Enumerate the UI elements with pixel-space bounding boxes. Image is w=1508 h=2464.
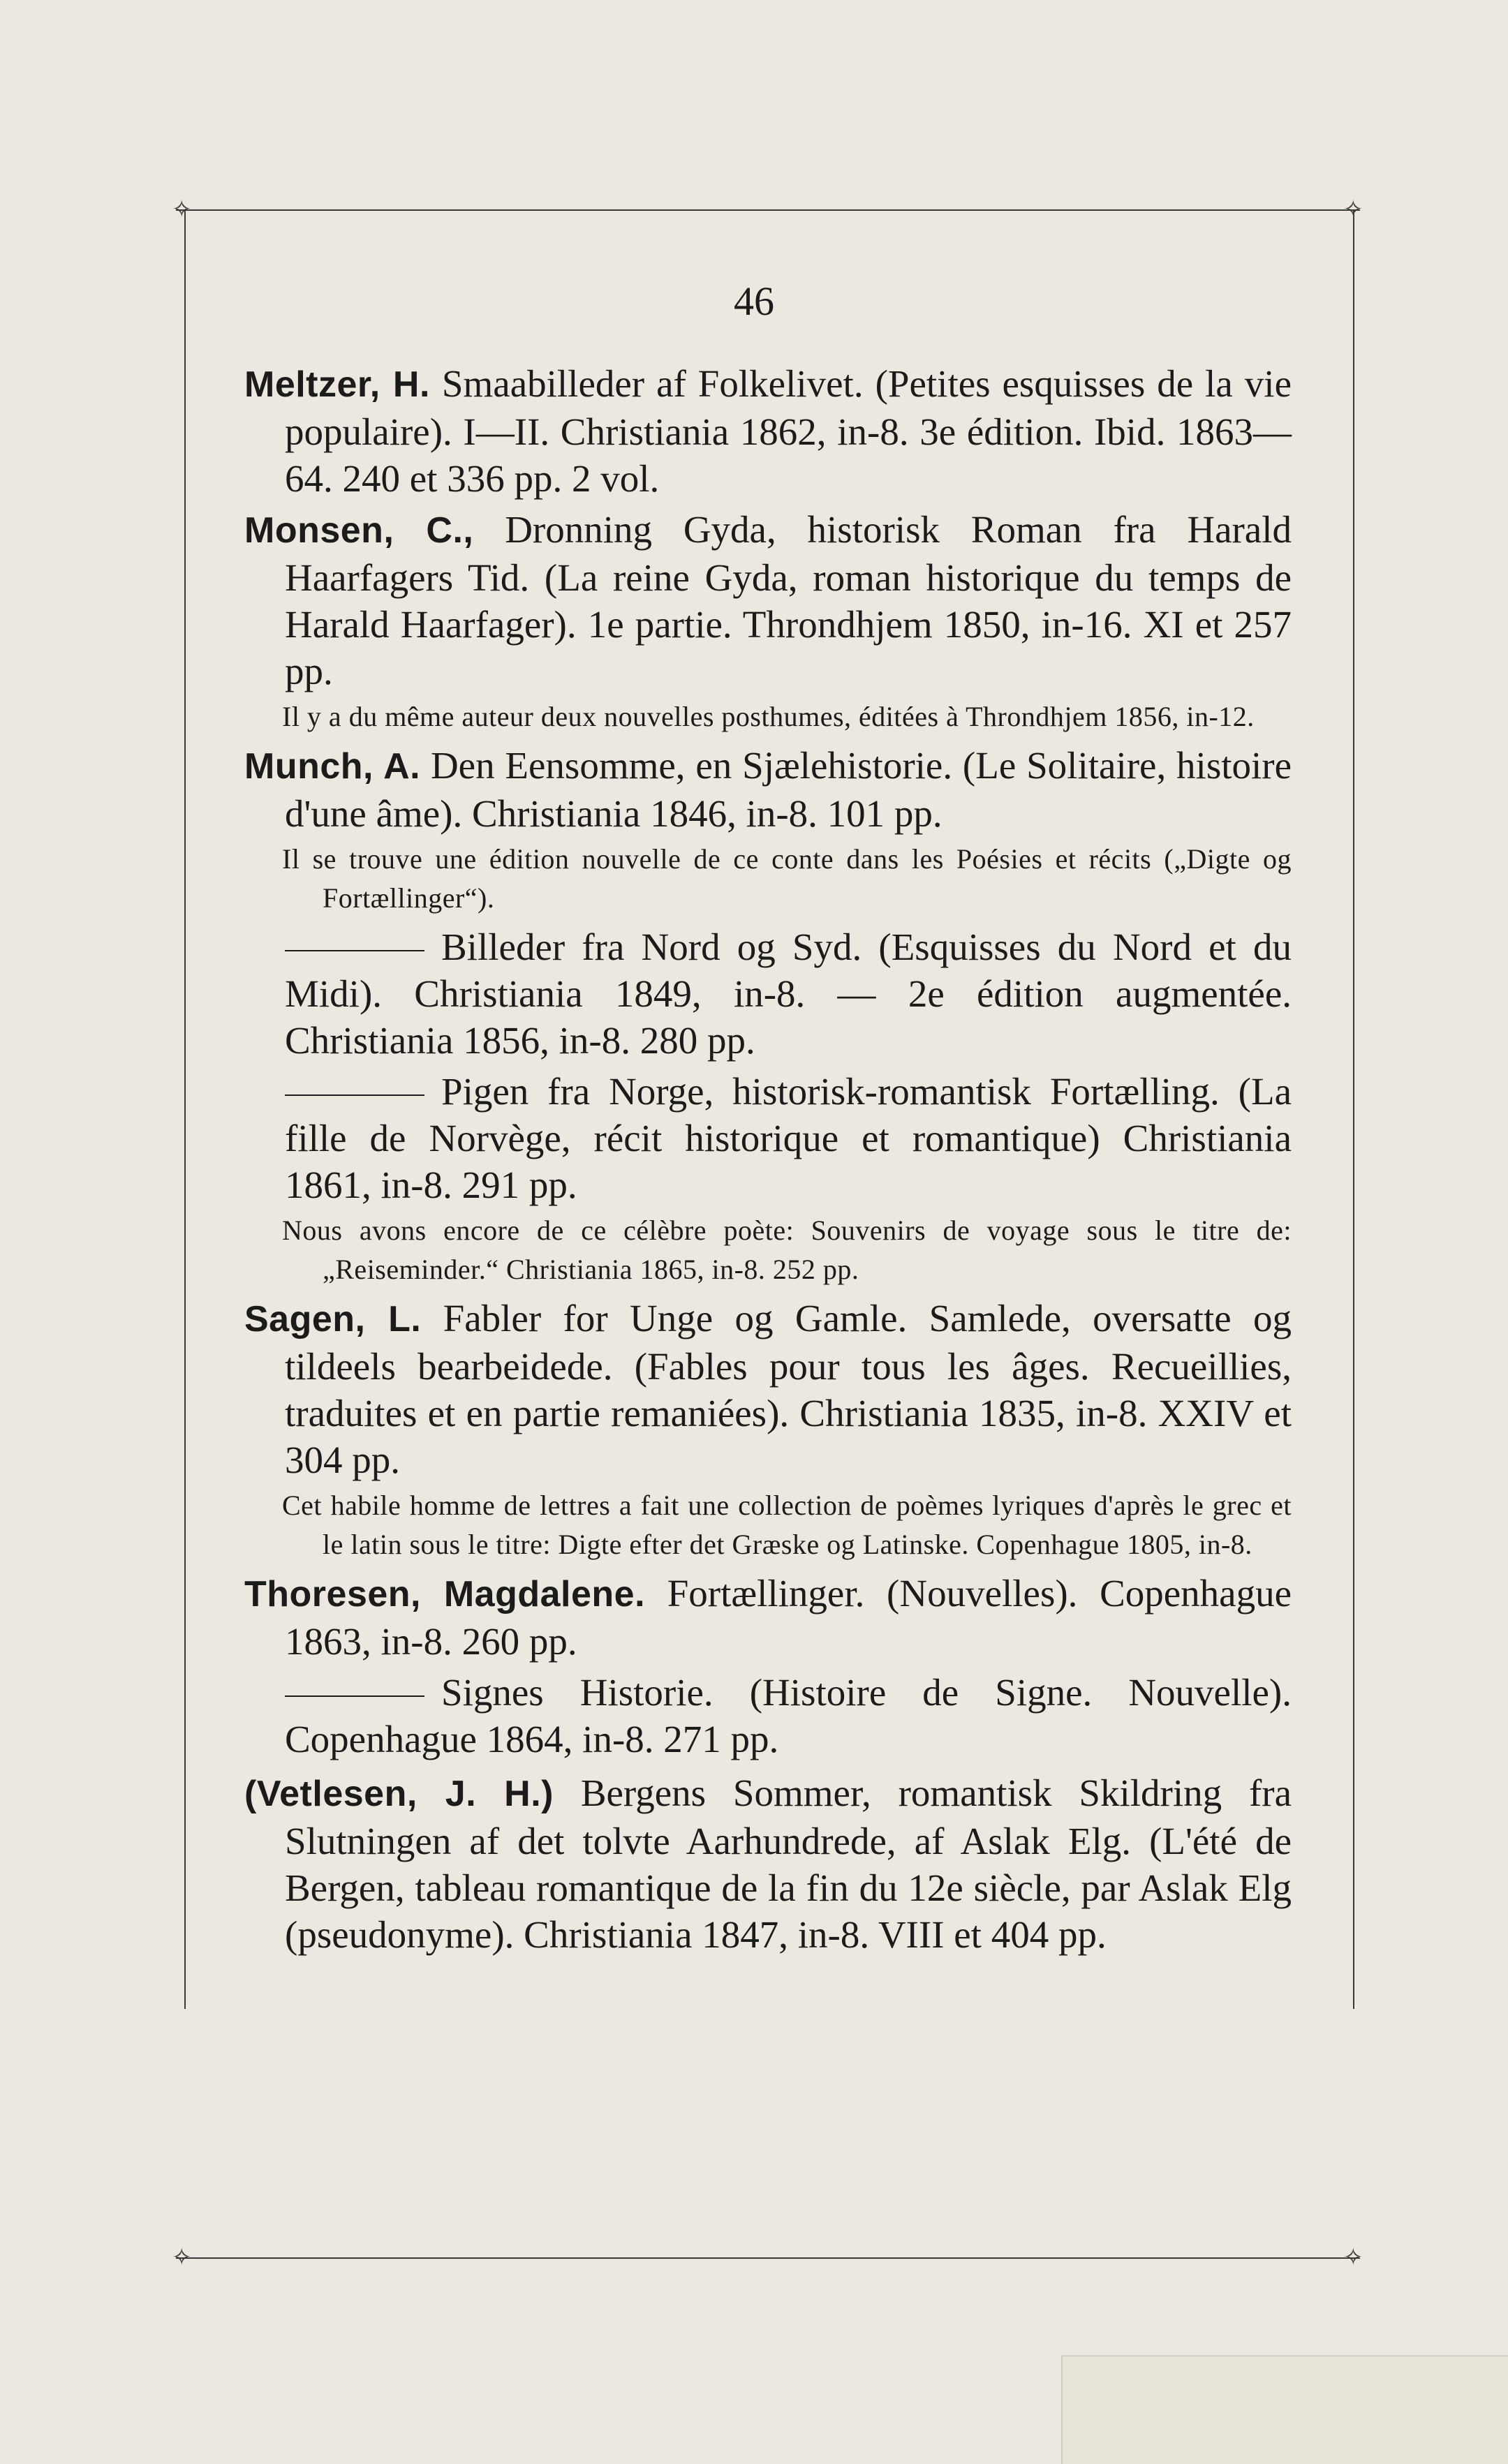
top-rule <box>176 209 1360 211</box>
entry-description: Signes Historie. (Histoire de Signe. Nouvelle). Copenhague 1864, in-8. 271 pp. <box>285 1671 1292 1760</box>
entry-thoresen <box>244 1570 1292 1762</box>
author-name: Thoresen, Magdalene. <box>244 1574 646 1615</box>
corner-ornament-top-right: ✧ <box>1343 197 1363 223</box>
entry-text <box>244 360 1292 502</box>
corner-ornament-bottom-left: ✧ <box>172 2245 192 2271</box>
entry-text <box>244 1295 1292 1483</box>
author-name: Sagen, L. <box>244 1299 422 1339</box>
entry-sagen <box>244 1295 1292 1564</box>
entry-description: Smaabilleder af Folkelivet. (Petites esquisses de la vie populaire). I—II. Christiania 1862, in-8. 3e édition. Ibid. 1863—64. 240 et 336 pp. 2 vol. <box>285 362 1292 500</box>
entry-text <box>244 1769 1292 1958</box>
ditto-dash <box>285 1094 424 1096</box>
entry-description: Bergens Sommer, romantisk Skildring fra Slutningen af det tolvte Aarhundrede, af Aslak Elg. (L'été de Bergen, tableau romantique de la fin du 12e siècle, par Aslak Elg (pseudonyme). Christiania 1847, in-8. VIII et 404 pp. <box>285 1772 1292 1956</box>
entry-text <box>244 742 1292 837</box>
entry-text <box>244 506 1292 695</box>
author-name: Meltzer, H. <box>244 364 430 405</box>
entry-note: Il y a du même auteur deux nouvelles posthumes, éditées à Throndhjem 1856, in-12. <box>282 701 1255 732</box>
library-stamp-area <box>1061 2355 1508 2464</box>
entry-description: Pigen fra Norge, historisk-romantisk Fortælling. (La fille de Norvège, récit historique et romantique) Christiania 1861, in-8. 291 pp. <box>285 1070 1292 1206</box>
sub-entry-text <box>244 1669 1292 1762</box>
author-name: (Vetlesen, J. H.) <box>244 1774 554 1814</box>
author-name: Munch, A. <box>244 746 421 787</box>
entry-note: Nous avons encore de ce célèbre poète: Souvenirs de voyage sous le titre de: „Reiseminder.“ Christiania 1865, in-8. 252 pp. <box>282 1215 1292 1285</box>
entry-description: Den Eensomme, en Sjælehistorie. (Le Solitaire, histoire d'une âme). Christiania 1846, in-8. 101 pp. <box>285 744 1292 835</box>
ditto-dash <box>285 950 424 951</box>
entry-note: Cet habile homme de lettres a fait une collection de poèmes lyriques d'après le grec et le latin sous le titre: Digte efter det Græske og Latinske. Copenhague 1805, in-8. <box>282 1490 1292 1560</box>
bibliography-list <box>244 360 1292 1958</box>
entry-description: Fortællinger. (Nouvelles). Copenhague 1863, in-8. 260 pp. <box>285 1572 1292 1663</box>
entry-text <box>244 1570 1292 1665</box>
entry-monsen <box>244 506 1292 736</box>
entry-munch <box>244 742 1292 1289</box>
corner-ornament-top-left: ✧ <box>172 197 192 223</box>
entry-description: Billeder fra Nord og Syd. (Esquisses du Nord et du Midi). Christiania 1849, in-8. — 2e édition augmentée. Christiania 1856, in-8. 280 pp. <box>285 926 1292 1062</box>
entry-vetlesen <box>244 1769 1292 1958</box>
ditto-dash <box>285 1695 424 1697</box>
sub-entry-text <box>244 1068 1292 1208</box>
entry-note: Il se trouve une édition nouvelle de ce conte dans les Poésies et récits („Digte og Fortællinger“). <box>282 843 1292 914</box>
author-name: Monsen, C., <box>244 510 474 551</box>
corner-ornament-bottom-right: ✧ <box>1343 2245 1363 2271</box>
entry-meltzer <box>244 360 1292 502</box>
entry-description: Fabler for Unge og Gamle. Samlede, oversatte og tildeels bearbeidede. (Fables pour tous les âges. Recueillies, traduites et en partie remaniées). Christiania 1835, in-8. XXIV et 304 pp. <box>285 1297 1292 1481</box>
sub-entry-text <box>244 923 1292 1064</box>
bottom-rule <box>176 2257 1360 2259</box>
page-number: 46 <box>734 279 774 324</box>
entry-description: Dronning Gyda, historisk Roman fra Harald Haarfagers Tid. (La reine Gyda, roman historique du temps de Harald Haarfager). 1e partie. Throndhjem 1850, in-16. XI et 257 pp. <box>285 508 1292 692</box>
